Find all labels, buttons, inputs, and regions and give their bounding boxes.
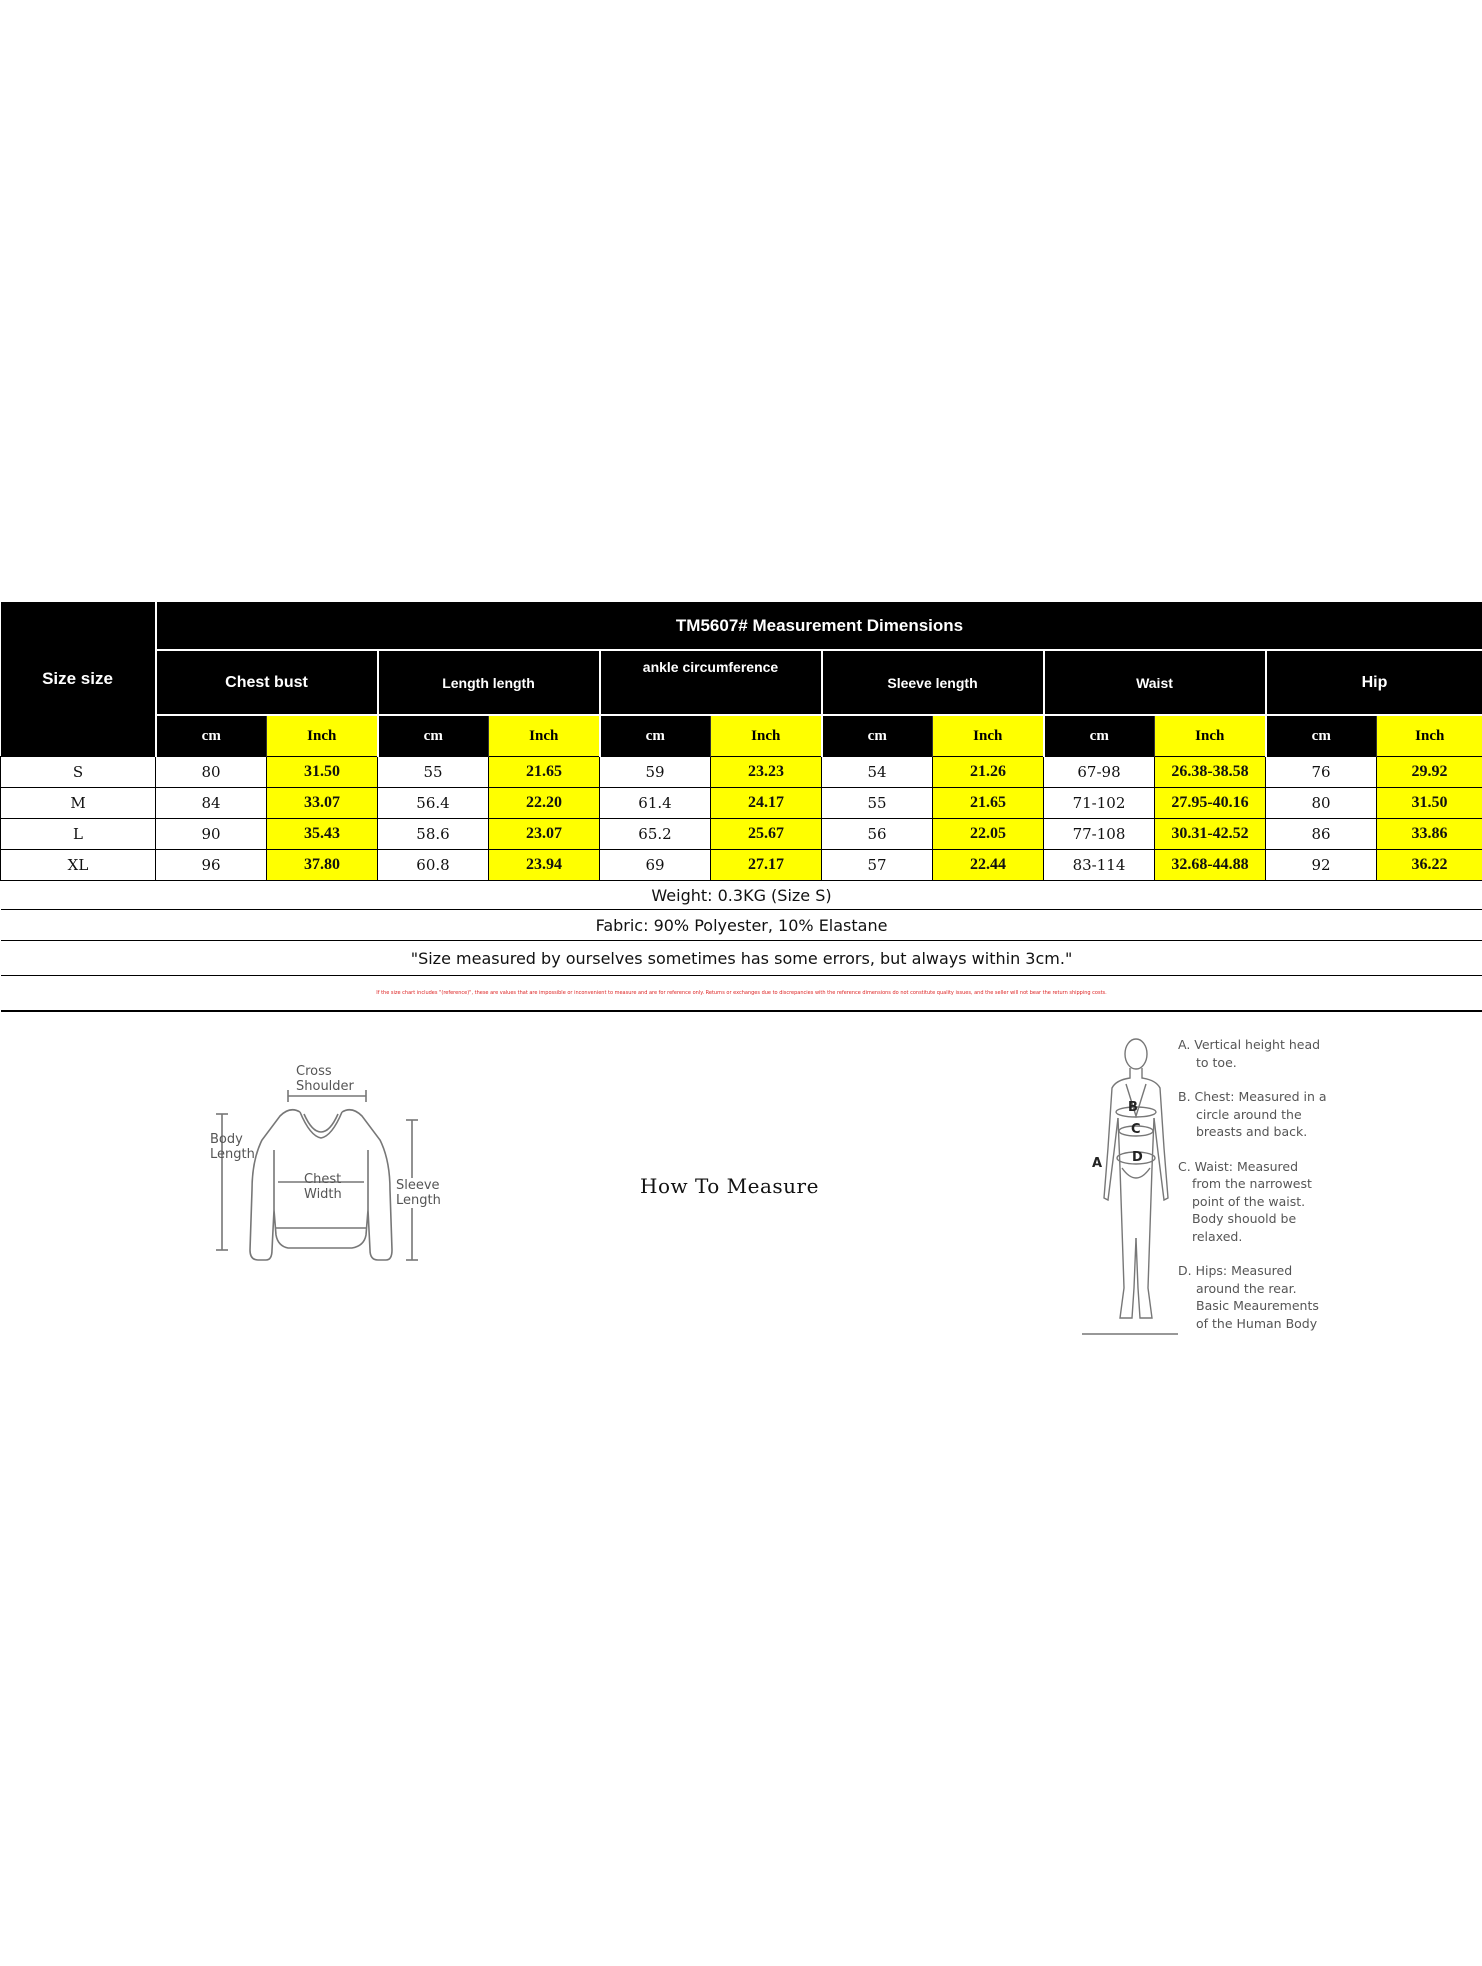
table-row xyxy=(1,757,1482,788)
table-cell: 37.80 xyxy=(267,850,378,881)
note-height: A. Vertical height head to toe. xyxy=(1178,1037,1321,1070)
size-table xyxy=(0,602,1482,1012)
cross-shoulder-label: Cross Shoulder xyxy=(296,1064,354,1094)
body-length-label: Body Length xyxy=(210,1132,255,1162)
table-cell: 61.4 xyxy=(600,788,711,819)
how-to-measure-heading: How To Measure xyxy=(640,1174,819,1198)
measure-header-hip: Hip xyxy=(1266,650,1482,715)
size-column-header: Size size xyxy=(1,602,156,757)
table-cell: 65.2 xyxy=(600,819,711,850)
table-cell: 57 xyxy=(822,850,933,881)
size-cell: XL xyxy=(1,850,156,881)
table-cell: 27.17 xyxy=(711,850,822,881)
table-cell: 33.07 xyxy=(267,788,378,819)
unit-cm: cm xyxy=(1266,715,1377,757)
table-cell: 31.50 xyxy=(1377,788,1482,819)
table-cell: 86 xyxy=(1266,819,1377,850)
table-cell: 55 xyxy=(378,757,489,788)
error-note: "Size measured by ourselves sometimes has some errors, but always within 3cm." xyxy=(1,941,1482,976)
note-hips: D. Hips: Measured around the rear. Basic Meaurements of the Human Body xyxy=(1178,1263,1319,1331)
sleeve-length-label: Sleeve Length xyxy=(396,1178,441,1208)
measurement-notes xyxy=(1178,1036,1338,1349)
table-cell: 21.65 xyxy=(489,757,600,788)
measure-header-sleeve: Sleeve length xyxy=(822,650,1044,715)
table-title: TM5607# Measurement Dimensions xyxy=(156,602,1482,650)
table-cell: 54 xyxy=(822,757,933,788)
size-cell: L xyxy=(1,819,156,850)
unit-inch: Inch xyxy=(489,715,600,757)
note-waist: C. Waist: Measured from the narrowest point of the waist. Body shouold be relaxed. xyxy=(1178,1158,1312,1244)
table-cell: 22.44 xyxy=(933,850,1044,881)
unit-cm: cm xyxy=(600,715,711,757)
table-cell: 90 xyxy=(156,819,267,850)
table-cell: 67-98 xyxy=(1044,757,1155,788)
human-figure-illustration xyxy=(1080,1028,1180,1340)
table-cell: 76 xyxy=(1266,757,1377,788)
table-cell: 80 xyxy=(1266,788,1377,819)
table-cell: 32.68-44.88 xyxy=(1155,850,1266,881)
table-cell: 33.86 xyxy=(1377,819,1482,850)
garment-diagram xyxy=(200,1060,460,1280)
unit-inch: Inch xyxy=(1155,715,1266,757)
weight-note: Weight: 0.3KG (Size S) xyxy=(1,881,1482,910)
chest-width-label: Chest Width xyxy=(304,1172,342,1202)
letter-a: A xyxy=(1092,1156,1103,1171)
table-row xyxy=(1,819,1482,850)
table-cell: 71-102 xyxy=(1044,788,1155,819)
table-cell: 60.8 xyxy=(378,850,489,881)
measure-header-length: Length length xyxy=(378,650,600,715)
table-cell: 22.05 xyxy=(933,819,1044,850)
unit-inch: Inch xyxy=(1377,715,1482,757)
table-cell: 80 xyxy=(156,757,267,788)
letter-b: B xyxy=(1128,1100,1138,1115)
size-chart xyxy=(0,602,1482,1012)
unit-cm: cm xyxy=(378,715,489,757)
unit-cm: cm xyxy=(822,715,933,757)
letter-d: D xyxy=(1132,1150,1143,1165)
table-cell: 24.17 xyxy=(711,788,822,819)
disclaimer-note: If the size chart includes "(reference)", these are values that are impossible or inconvenient to measure and are for reference only. Returns or exchanges due to discrepancies with the reference dimensions do not constitute quality issues, and the seller will not bear the return shipping costs. xyxy=(1,976,1482,1012)
table-cell: 30.31-42.52 xyxy=(1155,819,1266,850)
unit-inch: Inch xyxy=(711,715,822,757)
table-cell: 21.26 xyxy=(933,757,1044,788)
unit-cm: cm xyxy=(1044,715,1155,757)
table-cell: 59 xyxy=(600,757,711,788)
table-cell: 35.43 xyxy=(267,819,378,850)
table-cell: 22.20 xyxy=(489,788,600,819)
measure-header-chest: Chest bust xyxy=(156,650,378,715)
table-cell: 23.94 xyxy=(489,850,600,881)
table-cell: 69 xyxy=(600,850,711,881)
unit-inch: Inch xyxy=(933,715,1044,757)
table-cell: 56.4 xyxy=(378,788,489,819)
table-cell: 83-114 xyxy=(1044,850,1155,881)
table-cell: 21.65 xyxy=(933,788,1044,819)
table-cell: 23.23 xyxy=(711,757,822,788)
table-cell: 58.6 xyxy=(378,819,489,850)
table-row xyxy=(1,850,1482,881)
table-cell: 92 xyxy=(1266,850,1377,881)
table-cell: 29.92 xyxy=(1377,757,1482,788)
measure-header-ankle: ankle circumference xyxy=(600,650,822,715)
letter-c: C xyxy=(1131,1122,1141,1137)
table-cell: 23.07 xyxy=(489,819,600,850)
size-cell: M xyxy=(1,788,156,819)
table-cell: 84 xyxy=(156,788,267,819)
table-cell: 96 xyxy=(156,850,267,881)
body-diagram xyxy=(1080,1028,1330,1340)
table-cell: 55 xyxy=(822,788,933,819)
note-chest: B. Chest: Measured in a circle around the breasts and back. xyxy=(1178,1089,1327,1139)
unit-inch: Inch xyxy=(267,715,378,757)
table-cell: 77-108 xyxy=(1044,819,1155,850)
table-row xyxy=(1,788,1482,819)
table-cell: 31.50 xyxy=(267,757,378,788)
table-cell: 36.22 xyxy=(1377,850,1482,881)
fabric-note: Fabric: 90% Polyester, 10% Elastane xyxy=(1,910,1482,941)
unit-cm: cm xyxy=(156,715,267,757)
table-cell: 27.95-40.16 xyxy=(1155,788,1266,819)
size-cell: S xyxy=(1,757,156,788)
table-cell: 25.67 xyxy=(711,819,822,850)
table-cell: 56 xyxy=(822,819,933,850)
measure-header-waist: Waist xyxy=(1044,650,1266,715)
table-cell: 26.38-38.58 xyxy=(1155,757,1266,788)
